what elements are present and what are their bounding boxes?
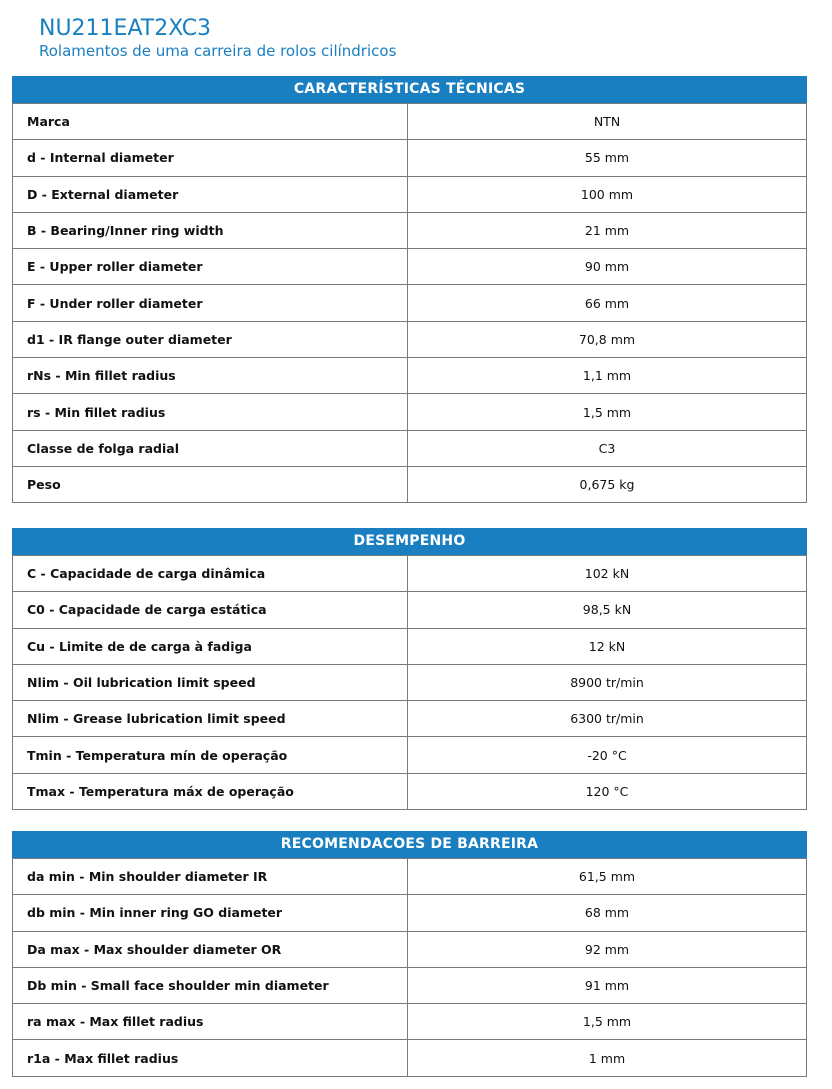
spec-table xyxy=(12,555,807,810)
page-header xyxy=(39,16,396,60)
spec-value: 55 mm xyxy=(408,140,807,176)
spec-label: d1 - IR flange outer diameter xyxy=(13,321,408,357)
product-code: NU211EAT2XC3 xyxy=(39,16,212,41)
spec-value: 21 mm xyxy=(408,212,807,248)
spec-label: rNs - Min fillet radius xyxy=(13,358,408,394)
spec-table xyxy=(12,858,807,1077)
spec-label: Cu - Limite de de carga à fadiga xyxy=(13,628,408,664)
spec-label: db min - Min inner ring GO diameter xyxy=(13,895,408,931)
spec-label: r1a - Max fillet radius xyxy=(13,1040,408,1076)
table-row xyxy=(13,628,807,664)
table-row xyxy=(13,212,807,248)
spec-value: 1,1 mm xyxy=(408,358,807,394)
spec-label: Nlim - Grease lubrication limit speed xyxy=(13,701,408,737)
table-row xyxy=(13,737,807,773)
section-technical xyxy=(12,76,807,503)
product-subtitle: Rolamentos de uma carreira de rolos cilíndricos xyxy=(39,42,397,60)
table-row xyxy=(13,556,807,592)
table-row xyxy=(13,967,807,1003)
spec-value: NTN xyxy=(408,104,807,140)
section-title: RECOMENDACOES DE BARREIRA xyxy=(12,831,807,858)
table-row xyxy=(13,249,807,285)
table-row xyxy=(13,140,807,176)
spec-label: Nlim - Oil lubrication limit speed xyxy=(13,664,408,700)
spec-label: Marca xyxy=(13,104,408,140)
spec-value: 120 °C xyxy=(408,773,807,809)
spec-value: 66 mm xyxy=(408,285,807,321)
spec-value: 0,675 kg xyxy=(408,466,807,502)
spec-label: B - Bearing/Inner ring width xyxy=(13,212,408,248)
section-performance xyxy=(12,528,807,810)
spec-value: -20 °C xyxy=(408,737,807,773)
spec-table xyxy=(12,103,807,503)
table-row xyxy=(13,285,807,321)
table-row xyxy=(13,664,807,700)
spec-label: ra max - Max fillet radius xyxy=(13,1004,408,1040)
table-row xyxy=(13,592,807,628)
spec-value: 90 mm xyxy=(408,249,807,285)
section-barrier xyxy=(12,831,807,1077)
spec-value: 100 mm xyxy=(408,176,807,212)
table-row xyxy=(13,358,807,394)
spec-label: F - Under roller diameter xyxy=(13,285,408,321)
section-title: DESEMPENHO xyxy=(12,528,807,555)
spec-label: Peso xyxy=(13,466,408,502)
spec-label: Tmax - Temperatura máx de operação xyxy=(13,773,408,809)
table-row xyxy=(13,104,807,140)
table-row xyxy=(13,773,807,809)
spec-value: C3 xyxy=(408,430,807,466)
spec-value: 8900 tr/min xyxy=(408,664,807,700)
spec-value: 6300 tr/min xyxy=(408,701,807,737)
spec-value: 1 mm xyxy=(408,1040,807,1076)
table-row xyxy=(13,1004,807,1040)
spec-value: 68 mm xyxy=(408,895,807,931)
spec-value: 102 kN xyxy=(408,556,807,592)
table-row xyxy=(13,895,807,931)
table-row xyxy=(13,1040,807,1076)
spec-value: 92 mm xyxy=(408,931,807,967)
spec-label: Db min - Small face shoulder min diameter xyxy=(13,967,408,1003)
table-row xyxy=(13,176,807,212)
spec-label: rs - Min fillet radius xyxy=(13,394,408,430)
spec-value: 61,5 mm xyxy=(408,859,807,895)
spec-value: 12 kN xyxy=(408,628,807,664)
table-row xyxy=(13,931,807,967)
spec-value: 1,5 mm xyxy=(408,394,807,430)
spec-value: 98,5 kN xyxy=(408,592,807,628)
spec-label: da min - Min shoulder diameter IR xyxy=(13,859,408,895)
spec-value: 1,5 mm xyxy=(408,1004,807,1040)
spec-label: E - Upper roller diameter xyxy=(13,249,408,285)
table-row xyxy=(13,394,807,430)
spec-label: C0 - Capacidade de carga estática xyxy=(13,592,408,628)
spec-label: Da max - Max shoulder diameter OR xyxy=(13,931,408,967)
table-row xyxy=(13,859,807,895)
table-row xyxy=(13,466,807,502)
section-title: CARACTERÍSTICAS TÉCNICAS xyxy=(12,76,807,103)
table-row xyxy=(13,430,807,466)
table-row xyxy=(13,321,807,357)
spec-label: Tmin - Temperatura mín de operação xyxy=(13,737,408,773)
table-row xyxy=(13,701,807,737)
spec-label: D - External diameter xyxy=(13,176,408,212)
spec-value: 70,8 mm xyxy=(408,321,807,357)
spec-value: 91 mm xyxy=(408,967,807,1003)
spec-label: Classe de folga radial xyxy=(13,430,408,466)
spec-label: d - Internal diameter xyxy=(13,140,408,176)
spec-label: C - Capacidade de carga dinâmica xyxy=(13,556,408,592)
